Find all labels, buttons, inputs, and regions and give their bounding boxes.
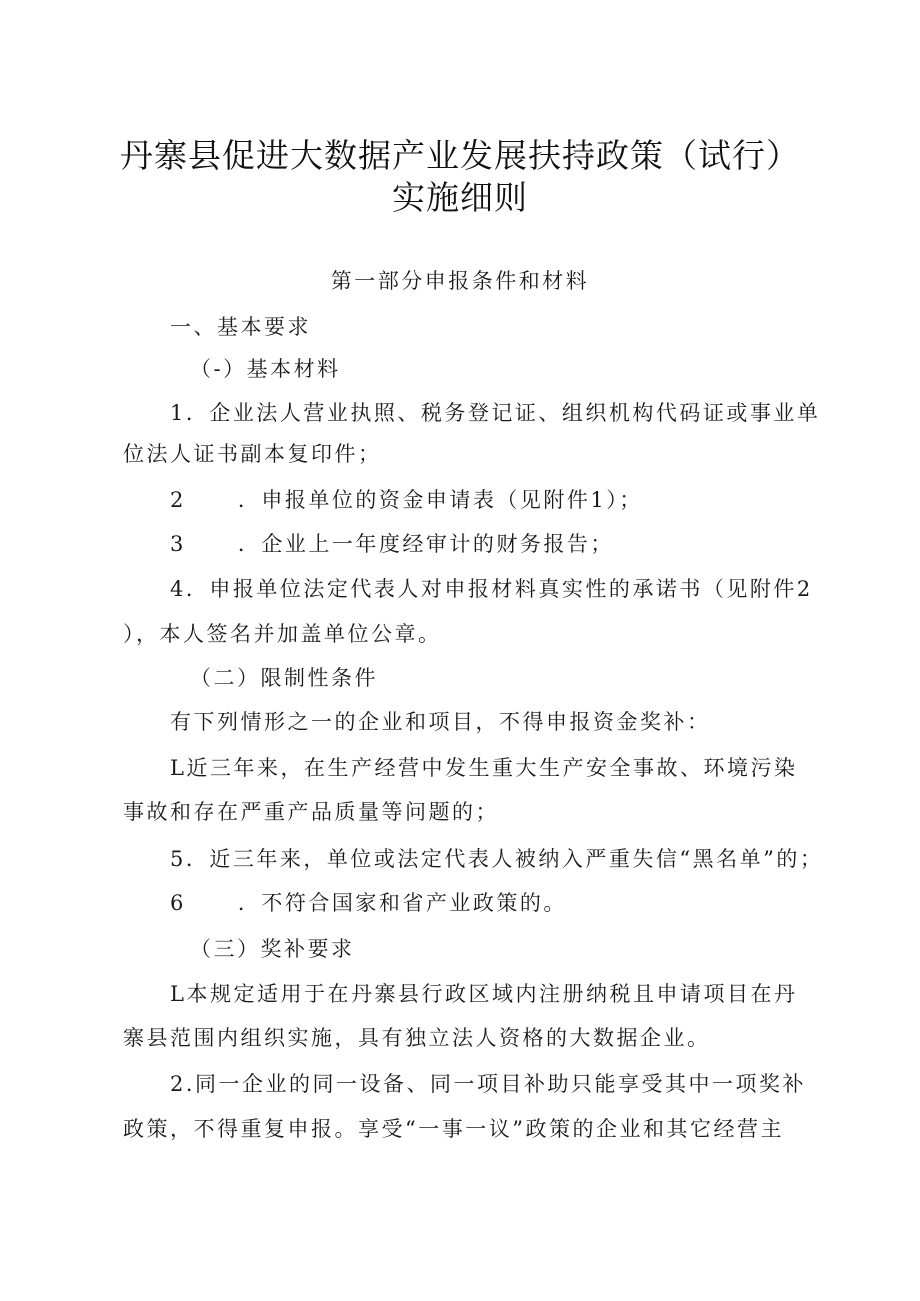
paragraph-line: L本规定适用于在丹寨县行政区域内注册纳税且申请项目在丹 <box>170 982 798 1006</box>
restrictions-intro: 有下列情形之一的企业和项目，不得申报资金奖补： <box>170 710 711 734</box>
paragraph-line: 2.同一企业的同一设备、同一项目补助只能享受其中一项奖补 <box>170 1072 807 1096</box>
list-item-text: ．申报单位的资金申请表（见附件1）； <box>237 488 643 512</box>
list-item <box>170 530 614 558</box>
paragraph-line: 4．申报单位法定代表人对申报材料真实性的承诺书（见附件2 <box>170 577 813 601</box>
basic-materials-heading: （-）基本材料 <box>190 357 341 381</box>
paragraph-line: ），本人签名并加盖单位公章。 <box>123 622 442 646</box>
document-title-line-2: 实施细则 <box>392 178 528 217</box>
list-item-number: 2 <box>170 488 186 512</box>
list-item-text: ．不符合国家和省产业政策的。 <box>237 891 567 915</box>
section-heading: 第一部分申报条件和材料 <box>330 269 590 293</box>
basic-requirements-heading: 一、基本要求 <box>170 315 311 339</box>
paragraph-line: 5．近三年来，单位或法定代表人被纳入严重失信“黑名单”的； <box>170 847 824 871</box>
document-title-line-1: 丹寨县促进大数据产业发展扶持政策（试行） <box>120 136 800 175</box>
list-item <box>170 486 643 514</box>
list-item-text: ．企业上一年度经审计的财务报告； <box>237 532 614 556</box>
list-item <box>170 889 567 917</box>
paragraph-line: 1．企业法人营业执照、税务登记证、组织机构代码证或事业单 <box>170 401 821 425</box>
subsidy-requirements-heading: （三）奖补要求 <box>190 937 355 961</box>
list-item-number: 3 <box>170 532 186 556</box>
paragraph-line: 位法人证书副本复印件； <box>123 442 382 466</box>
restrictions-heading: （二）限制性条件 <box>190 666 378 690</box>
paragraph-line: 政策，不得重复申报。享受“一事一议”政策的企业和其它经营主 <box>123 1117 784 1141</box>
paragraph-line: 寨县范围内组织实施，具有独立法人资格的大数据企业。 <box>123 1026 711 1050</box>
paragraph-line: 事故和存在严重产品质量等问题的； <box>123 800 499 824</box>
paragraph-line: L近三年来，在生产经营中发生重大生产安全事故、环境污染 <box>170 756 798 780</box>
list-item-number: 6 <box>170 891 186 915</box>
